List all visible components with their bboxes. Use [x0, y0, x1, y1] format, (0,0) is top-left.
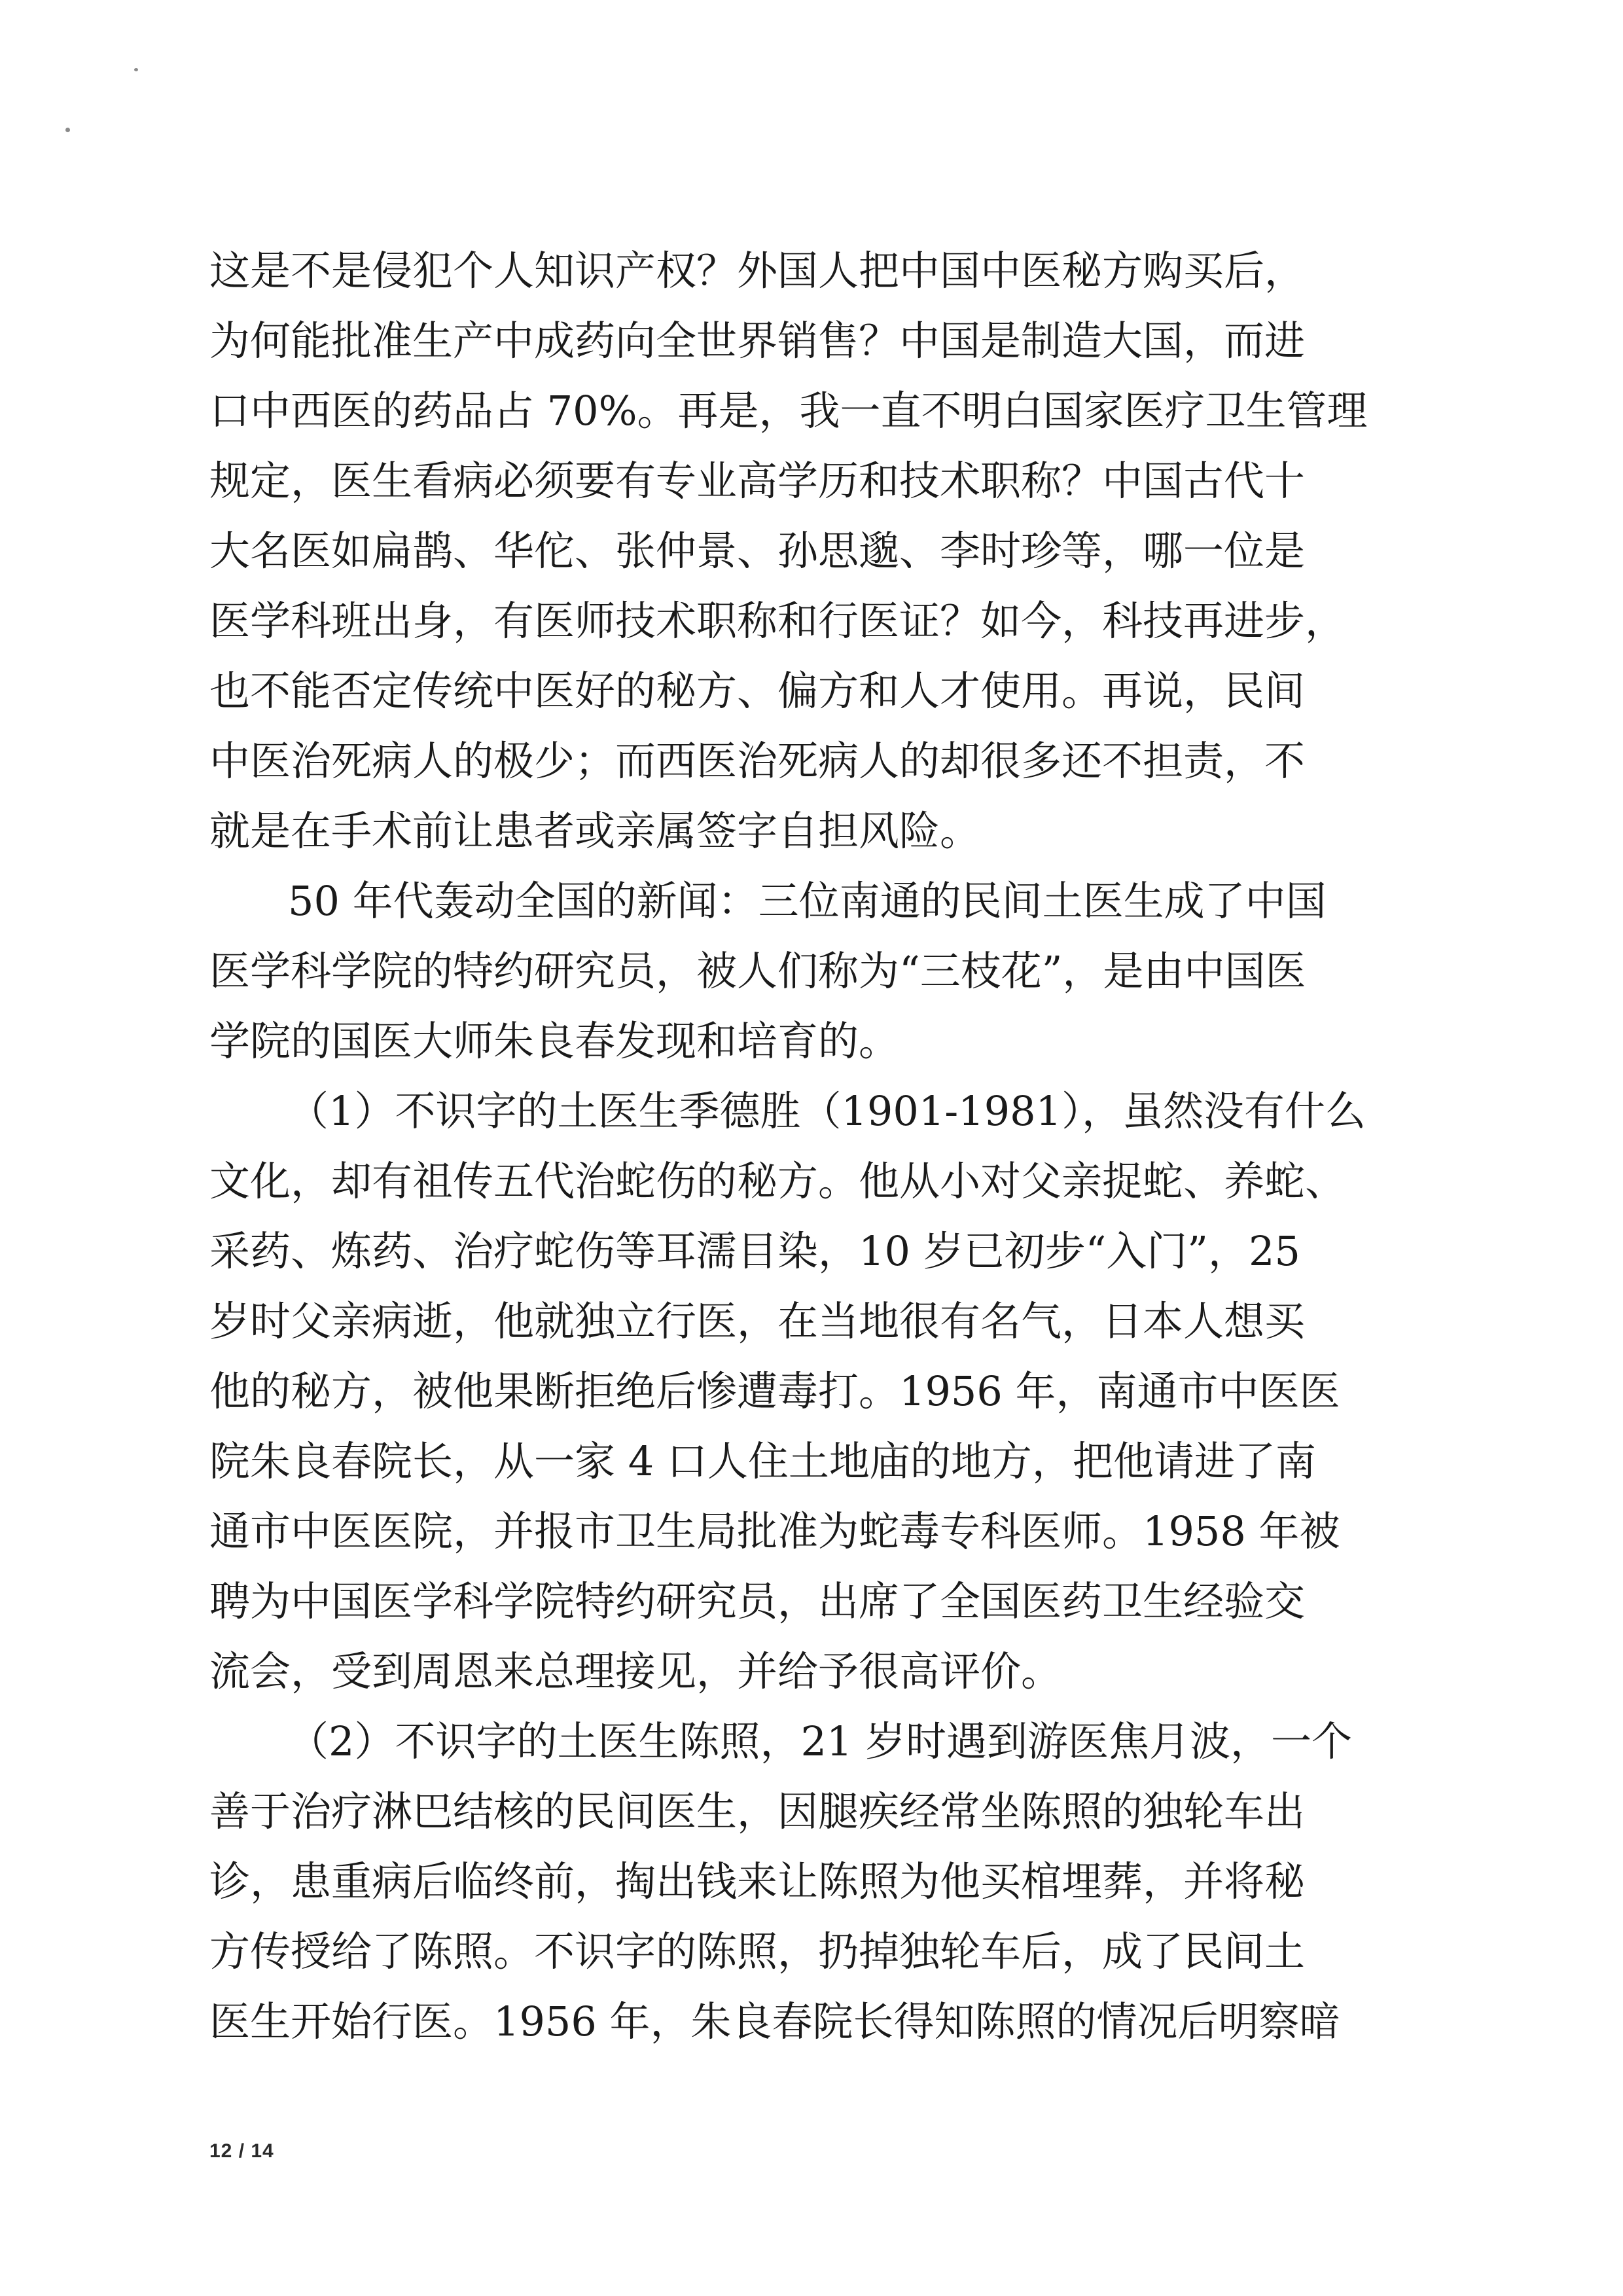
text-line: 诊，患重病后临终前，掏出钱来让陈照为他买棺埋葬，并将秘 [209, 1857, 1306, 1905]
text-line: 他的秘方，被他果断拒绝后惨遭毒打。1956 年，南通市中医医 [209, 1367, 1340, 1415]
text-line: 也不能否定传统中医好的秘方、偏方和人才使用。再说，民间 [209, 667, 1306, 715]
text-line: 大名医如扁鹊、华佗、张仲景、孙思邈、李时珍等，哪一位是 [209, 527, 1306, 575]
text-line: 聘为中国医学科学院特约研究员，出席了全国医药卫生经验交 [209, 1577, 1306, 1625]
text-line: 方传授给了陈照。不识字的陈照，扔掉独轮车后，成了民间土 [209, 1928, 1306, 1975]
text-line: 通市中医医院，并报市卫生局批准为蛇毒专科医师。1958 年被 [209, 1507, 1340, 1555]
text-line: 为何能批准生产中成药向全世界销售？中国是制造大国，而进 [209, 317, 1306, 365]
text-line: 文化，却有祖传五代治蛇伤的秘方。他从小对父亲捉蛇、养蛇、 [209, 1157, 1346, 1205]
text-line: 岁时父亲病逝，他就独立行医，在当地很有名气，日本人想买 [209, 1297, 1306, 1345]
paragraph-2 [209, 866, 1427, 1076]
scan-speck [65, 128, 70, 132]
text-line: 50 年代轰动全国的新闻：三位南通的民间土医生成了中国 [288, 877, 1327, 925]
paragraph-4 [209, 1706, 1427, 2056]
text-line: 就是在手术前让患者或亲属签字自担风险。 [209, 807, 981, 855]
paragraph-3 [209, 1076, 1427, 1706]
text-line: 采药、炼药、治疗蛇伤等耳濡目染，10 岁已初步“入门”，25 [209, 1227, 1300, 1275]
page-number: 12 / 14 [209, 2140, 274, 2162]
scan-speck [134, 68, 138, 71]
text-line: 院朱良春院长，从一家 4 口人住土地庙的地方，把他请进了南 [209, 1437, 1316, 1485]
text-line: 医学科班出身，有医师技术职称和行医证？如今，科技再进步， [209, 597, 1346, 645]
body-text [209, 236, 1427, 2056]
text-line: 这是不是侵犯个人知识产权？外国人把中国中医秘方购买后， [209, 247, 1306, 295]
text-line: 医学科学院的特约研究员，被人们称为“三枝花”，是由中国医 [209, 947, 1306, 995]
text-line: （2）不识字的土医生陈照，21 岁时遇到游医焦月波，一个 [288, 1717, 1353, 1765]
text-line: 中医治死病人的极少；而西医治死病人的却很多还不担责，不 [209, 737, 1306, 785]
text-line: （1）不识字的土医生季德胜（1901-1981），虽然没有什么 [288, 1087, 1366, 1135]
text-line: 善于治疗淋巴结核的民间医生，因腿疾经常坐陈照的独轮车出 [209, 1787, 1306, 1835]
text-line: 口中西医的药品占 70%。再是，我一直不明白国家医疗卫生管理 [209, 387, 1368, 435]
text-line: 流会，受到周恩来总理接见，并给予很高评价。 [209, 1647, 1062, 1695]
text-line: 规定，医生看病必须要有专业高学历和技术职称？中国古代十 [209, 457, 1306, 505]
text-line: 医生开始行医。1956 年，朱良春院长得知陈照的情况后明察暗 [209, 1998, 1340, 2045]
paragraph-1 [209, 236, 1427, 866]
text-line: 学院的国医大师朱良春发现和培育的。 [209, 1017, 900, 1065]
